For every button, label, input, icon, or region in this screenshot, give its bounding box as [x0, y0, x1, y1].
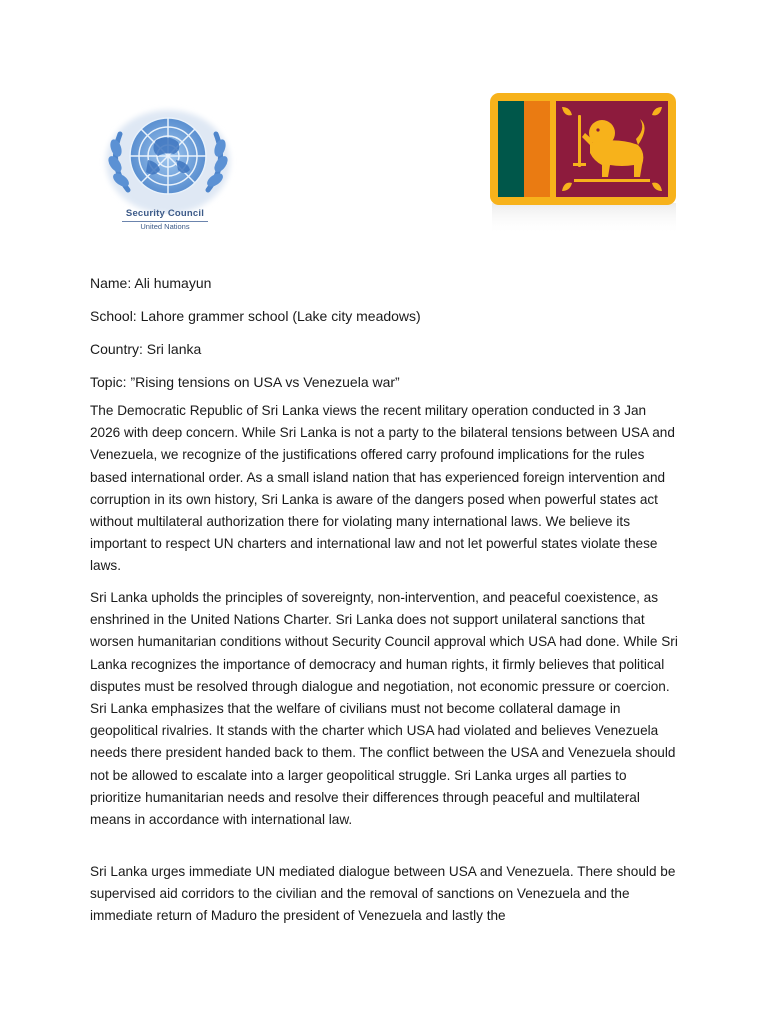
paragraph-1: The Democratic Republic of Sri Lanka views the recent military operation conducted in 3 Jan 2026 with deep concern. While Sri Lanka is not a party to the bilateral tensions between USA and Venezuela, we recognize of the justifications offered carry profound implications for the rules based international order. As a small island nation that has experienced foreign intervention and corruption in its own history, Sri Lanka is aware of the dangers posed when powerful states act without multilateral authorization there for violating many international laws. We believe its important to respect UN charters and international law and not let powerful states violate these laws.: [90, 403, 675, 574]
country-line: Country: Sri lanka: [90, 341, 202, 357]
topic-line: Topic: ”Rising tensions on USA vs Venezuela war”: [90, 374, 400, 390]
school-line: School: Lahore grammer school (Lake city meadows): [90, 308, 421, 324]
sri-lanka-flag-icon: [490, 93, 678, 235]
paragraph-2: Sri Lanka upholds the principles of sovereignty, non-intervention, and peaceful coexistence, as enshrined in the United Nations Charter. Sri Lanka does not support unilateral sanctions that worsen humanitarian conditions without Security Council approval which USA had done. While Sri Lanka recognizes the importance of democracy and human rights, it firmly believes that political disputes must be resolved through dialogue and negotiation, not economic pressure or coercion. Sri Lanka emphasizes that the welfare of civilians must not become collateral damage in geopolitical rivalries. It stands with the charter which USA had violated and believes Venezuela needs there president handed back to them. The conflict between the USA and Venezuela should not be allowed to escalate into a larger geopolitical struggle. Sri Lanka urges all parties to prioritize humanitarian needs and resolve their differences through peaceful and multilateral means in accordance with international law.: [90, 590, 678, 828]
paragraph-3: Sri Lanka urges immediate UN mediated dialogue between USA and Venezuela. There should be supervised aid corridors to the civilian and the removal of sanctions on Venezuela and the immediate return of Maduro the president of Venezuela and lastly the: [90, 864, 676, 924]
logo-caption-united-nations: United Nations: [140, 222, 190, 231]
name-line: Name: Ali humayun: [90, 275, 212, 291]
logo-caption-security-council: Security Council: [125, 208, 205, 219]
